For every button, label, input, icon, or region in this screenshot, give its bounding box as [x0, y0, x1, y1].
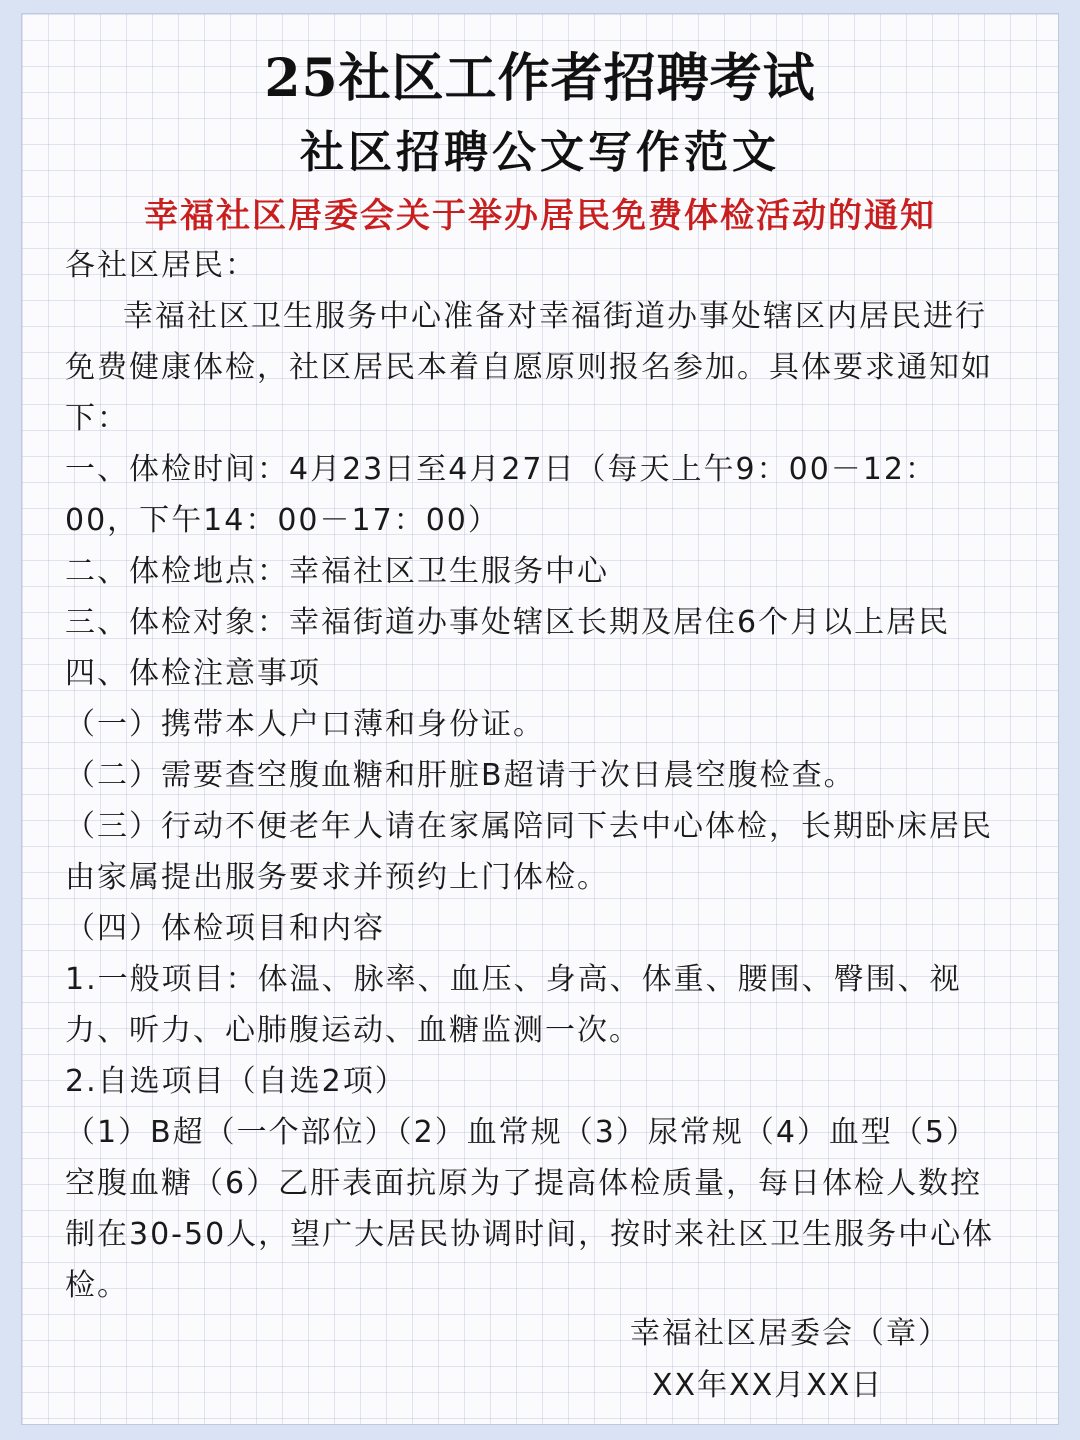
item-exam-target: 三、体检对象：幸福街道办事处辖区长期及居住6个月以上居民 [65, 605, 951, 640]
optional-items-heading: 2.自选项目（自选2项） [65, 1064, 407, 1099]
item-exam-time: 一、体检时间：4月23日至4月27日（每天上午9：00－12：00，下午14：00－17：00） [65, 452, 937, 538]
notice-body [65, 240, 1005, 1311]
item-exam-notes-heading: 四、体检注意事项 [65, 656, 321, 691]
note-fasting: （二）需要查空腹血糖和肝脏B超请于次日晨空腹检查。 [65, 758, 856, 793]
note-items-heading: （四）体检项目和内容 [65, 911, 385, 946]
optional-items-list: （1）B超（一个部位）（2）血常规（3）尿常规（4）血型（5）空腹血糖（6）乙肝表面抗原为了提高体检质量，每日体检人数控制在30-50人，望广大居民协调时间，按时来社区卫生服务中心体检。 [65, 1115, 995, 1303]
page-title: 25社区工作者招聘考试 [264, 48, 816, 109]
intro-paragraph: 幸福社区卫生服务中心准备对幸福街道办事处辖区内居民进行免费健康体检，社区居民本着自愿原则报名参加。具体要求通知如下： [65, 299, 993, 436]
general-items: 1.一般项目：体温、脉率、血压、身高、体重、腰围、臀围、视力、听力、心肺腹运动、血糖监测一次。 [65, 962, 962, 1048]
item-exam-location: 二、体检地点：幸福社区卫生服务中心 [65, 554, 609, 589]
signature-organization: 幸福社区居委会（章） [630, 1316, 950, 1351]
note-elderly: （三）行动不便老年人请在家属陪同下去中心体检，长期卧床居民由家属提出服务要求并预约上门体检。 [65, 809, 993, 895]
signature-date: XX年XX月XX日 [652, 1368, 884, 1403]
page-subtitle: 社区招聘公文写作范文 [300, 127, 780, 178]
notice-title: 幸福社区居委会关于举办居民免费体检活动的通知 [144, 196, 936, 236]
salutation: 各社区居民： [65, 248, 257, 283]
note-bring-documents: （一）携带本人户口薄和身份证。 [65, 707, 545, 742]
